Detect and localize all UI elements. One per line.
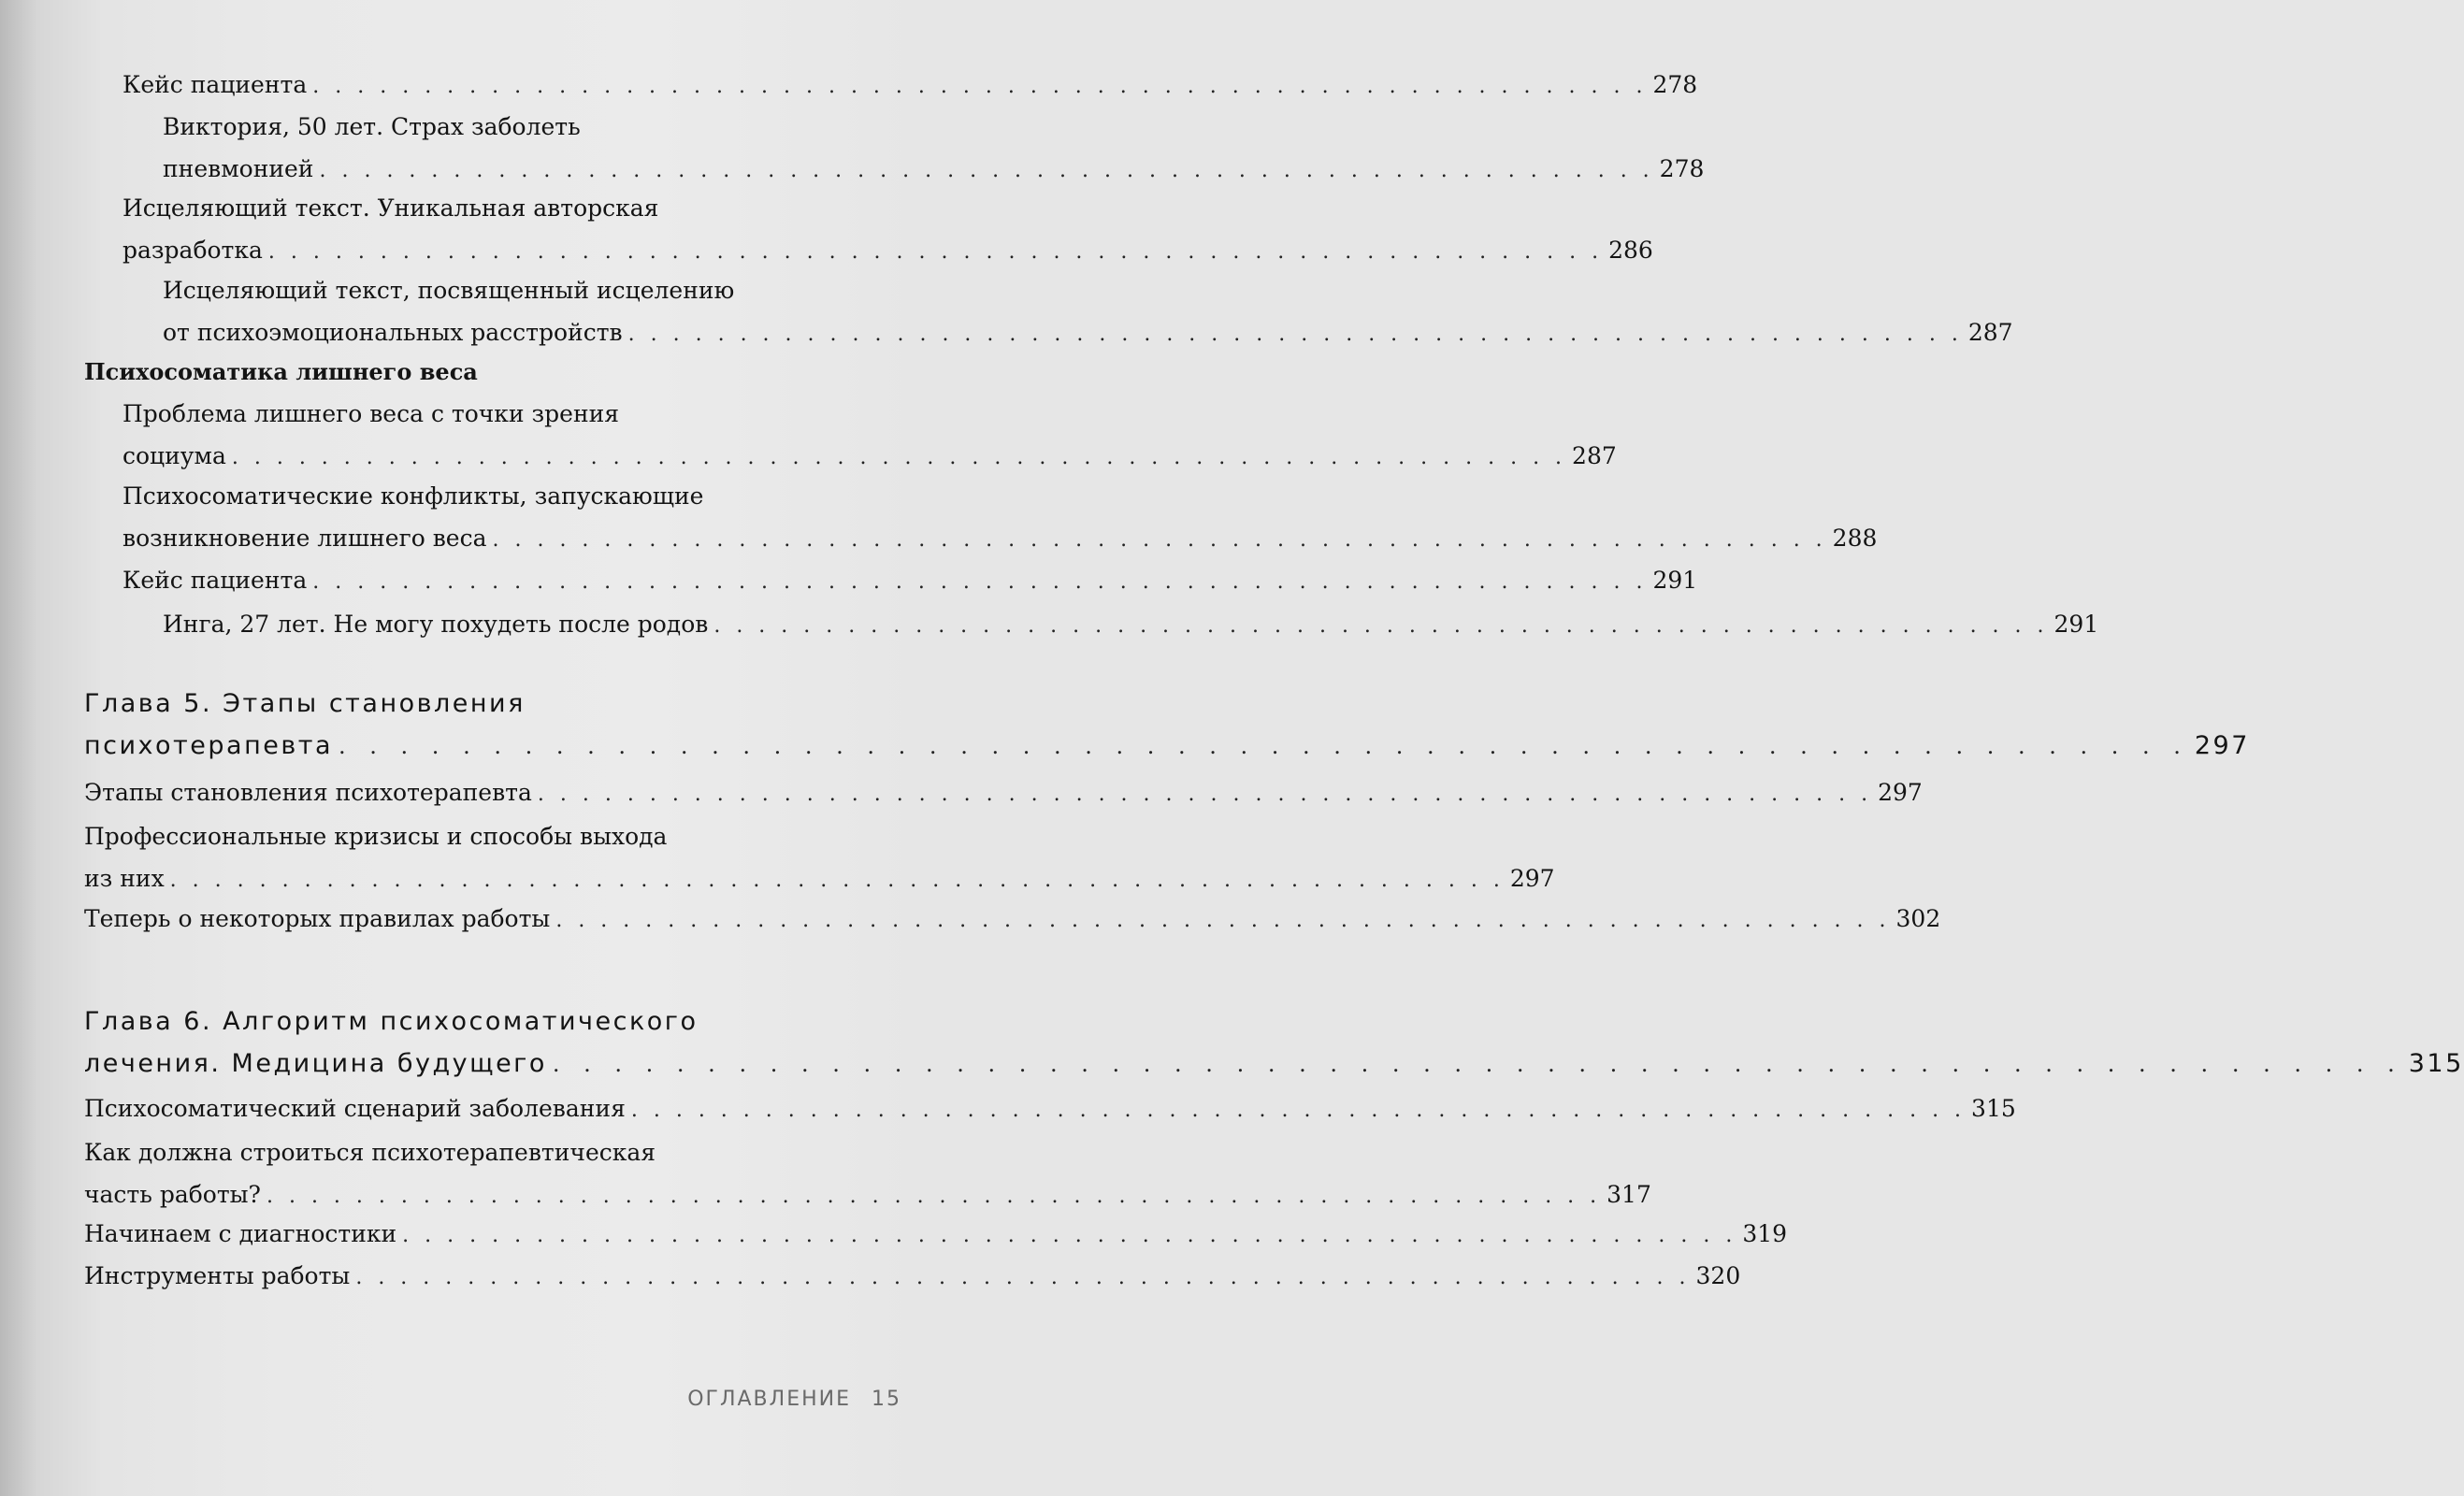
toc-chapter bbox=[84, 1000, 2464, 1085]
toc-entry bbox=[163, 603, 2099, 645]
toc-entry-title: часть работы? bbox=[84, 1181, 261, 1208]
toc-page-number: 291 bbox=[2053, 611, 2099, 638]
dot-leader: . . . . . . . . . . . . . . . . . . . . . . . . . . . . . . . . . . . . . . . . . . . . . . . . . . . . . . . . . . . . bbox=[627, 323, 1963, 346]
toc-page-number: 315 bbox=[2408, 1049, 2464, 1078]
toc-entry-line bbox=[84, 725, 2250, 767]
dot-leader: . . . . . . . . . . . . . . . . . . . . . . . . . . . . . . . . . . . . . . . . . . . . . . . . . . . . . . . . . . . . bbox=[339, 733, 2189, 759]
toc-entry-line bbox=[84, 771, 1923, 813]
toc-entry bbox=[84, 351, 827, 393]
toc-entry-title: Начинаем с диагностики bbox=[84, 1220, 397, 1247]
toc-entry-title: Как должна строиться психотерапевтическая bbox=[84, 1139, 656, 1166]
toc-page-number: 320 bbox=[1695, 1262, 1741, 1289]
toc-entry-title: разработка bbox=[122, 237, 263, 264]
page-footer bbox=[687, 1388, 901, 1411]
toc-entry bbox=[122, 187, 1653, 271]
dot-leader: . . . . . . . . . . . . . . . . . . . . . . . . . . . . . . . . . . . . . . . . . . . . . . . . . . . . . . . . . . . . bbox=[355, 1266, 1691, 1289]
toc-page-number: 287 bbox=[1967, 319, 2013, 346]
toc-entry-line bbox=[84, 683, 827, 725]
toc-entry-title: Психосоматика лишнего веса bbox=[84, 358, 478, 385]
toc-entry bbox=[84, 1087, 2016, 1129]
toc-entry-title: Кейс пациента bbox=[122, 71, 308, 98]
toc-page-number: 288 bbox=[1832, 525, 1878, 552]
toc-entry bbox=[84, 815, 1555, 899]
toc-entry-line bbox=[163, 311, 2013, 353]
toc-entry bbox=[84, 1131, 1651, 1216]
toc-entry bbox=[84, 898, 1941, 940]
toc-entry-title: Исцеляющий текст, посвященный исцелению bbox=[163, 277, 735, 304]
dot-leader: . . . . . . . . . . . . . . . . . . . . . . . . . . . . . . . . . . . . . . . . . . . . . . . . . . . . . . . . . . . . bbox=[552, 1051, 2403, 1077]
dot-leader: . . . . . . . . . . . . . . . . . . . . . . . . . . . . . . . . . . . . . . . . . . . . . . . . . . . . . . . . . . . . bbox=[555, 909, 1891, 932]
toc-entry-title: Этапы становления психотерапевта bbox=[84, 779, 532, 806]
toc-entry-line bbox=[163, 148, 1705, 190]
toc-entry-title: Профессиональные кризисы и способы выхода bbox=[84, 823, 668, 850]
toc-page-number: 297 bbox=[2194, 731, 2250, 760]
toc-entry bbox=[122, 64, 1698, 106]
toc-page-number: 278 bbox=[1652, 71, 1698, 98]
toc-page-number: 315 bbox=[1971, 1095, 2016, 1122]
toc-entry-title: Кейс пациента bbox=[122, 567, 308, 594]
toc-entry-title: Проблема лишнего веса с точки зрения bbox=[122, 400, 620, 427]
toc-chapter bbox=[84, 683, 2250, 767]
toc-entry-line bbox=[163, 106, 827, 148]
dot-leader: . . . . . . . . . . . . . . . . . . . . . . . . . . . . . . . . . . . . . . . . . . . . . . . . . . . . . . . . . . . . bbox=[492, 528, 1827, 552]
toc-entry-line bbox=[84, 857, 1555, 899]
toc-entry-line bbox=[84, 1000, 827, 1043]
toc-entry-title: социума bbox=[122, 442, 226, 469]
toc-entry-line bbox=[122, 187, 827, 229]
toc-entry-title: Виктория, 50 лет. Страх заболеть bbox=[163, 113, 581, 140]
toc-entry-line bbox=[84, 351, 827, 393]
toc-entry bbox=[84, 771, 1923, 813]
dot-leader: . . . . . . . . . . . . . . . . . . . . . . . . . . . . . . . . . . . . . . . . . . . . . . . . . . . . . . . . . . . . bbox=[537, 783, 1873, 806]
dot-leader: . . . . . . . . . . . . . . . . . . . . . . . . . . . . . . . . . . . . . . . . . . . . . . . . . . . . . . . . . . . . bbox=[266, 1185, 1602, 1208]
toc-entry-title: лечения. Медицина будущего bbox=[84, 1049, 547, 1078]
dot-leader: . . . . . . . . . . . . . . . . . . . . . . . . . . . . . . . . . . . . . . . . . . . . . . . . . . . . . . . . . . . . bbox=[312, 570, 1648, 594]
toc-entry bbox=[122, 393, 1617, 477]
toc-page-number: 297 bbox=[1878, 779, 1923, 806]
toc-entry bbox=[122, 559, 1698, 601]
dot-leader: . . . . . . . . . . . . . . . . . . . . . . . . . . . . . . . . . . . . . . . . . . . . . . . . . . . . . . . . . . . . bbox=[231, 446, 1567, 469]
dot-leader: . . . . . . . . . . . . . . . . . . . . . . . . . . . . . . . . . . . . . . . . . . . . . . . . . . . . . . . . . . . . bbox=[713, 614, 2049, 638]
toc-entry-line bbox=[84, 1255, 1741, 1297]
toc-entry-title: пневмонией bbox=[163, 155, 314, 182]
toc-entry-line bbox=[84, 898, 1941, 940]
toc-entry-title: Инга, 27 лет. Не могу похудеть после родов bbox=[163, 611, 709, 638]
toc-page-number: 278 bbox=[1659, 155, 1705, 182]
toc-entry-line bbox=[84, 1131, 827, 1173]
toc-entry-line bbox=[84, 815, 827, 857]
toc-entry-line bbox=[122, 393, 827, 435]
dot-leader: . . . . . . . . . . . . . . . . . . . . . . . . . . . . . . . . . . . . . . . . . . . . . . . . . . . . . . . . . . . . bbox=[319, 159, 1654, 182]
dot-leader: . . . . . . . . . . . . . . . . . . . . . . . . . . . . . . . . . . . . . . . . . . . . . . . . . . . . . . . . . . . . bbox=[169, 869, 1505, 892]
toc-entry-title: Психосоматический сценарий заболевания bbox=[84, 1095, 626, 1122]
toc-entry-title: Инструменты работы bbox=[84, 1262, 351, 1289]
toc-entry-line bbox=[122, 559, 1698, 601]
dot-leader: . . . . . . . . . . . . . . . . . . . . . . . . . . . . . . . . . . . . . . . . . . . . . . . . . . . . . . . . . . . . bbox=[402, 1224, 1737, 1247]
toc-page-number: 297 bbox=[1509, 865, 1555, 892]
toc-page-number: 291 bbox=[1652, 567, 1698, 594]
toc-page-number: 287 bbox=[1572, 442, 1617, 469]
toc-entry-title: из них bbox=[84, 865, 165, 892]
toc-page-number: 319 bbox=[1742, 1220, 1788, 1247]
toc-entry-line bbox=[122, 475, 827, 517]
toc-entry-line bbox=[84, 1087, 2016, 1129]
toc-entry-title: Исцеляющий текст. Уникальная авторская bbox=[122, 194, 659, 222]
toc-entry bbox=[163, 269, 2013, 353]
toc-entry-title: от психоэмоциональных расстройств bbox=[163, 319, 623, 346]
dot-leader: . . . . . . . . . . . . . . . . . . . . . . . . . . . . . . . . . . . . . . . . . . . . . . . . . . . . . . . . . . . . bbox=[630, 1099, 1967, 1122]
toc-entry-title: Глава 6. Алгоритм психосоматического bbox=[84, 1007, 699, 1036]
toc-entry-line bbox=[163, 603, 2099, 645]
toc-entry-line bbox=[84, 1043, 2464, 1085]
toc-page-number: 286 bbox=[1608, 237, 1653, 264]
toc-page-number: 317 bbox=[1607, 1181, 1651, 1208]
toc-entry bbox=[84, 1255, 1741, 1297]
dot-leader: . . . . . . . . . . . . . . . . . . . . . . . . . . . . . . . . . . . . . . . . . . . . . . . . . . . . . . . . . . . . bbox=[267, 240, 1604, 264]
toc-entry-title: Глава 5. Этапы становления bbox=[84, 689, 526, 718]
toc-entry-title: Теперь о некоторых правилах работы bbox=[84, 905, 551, 932]
toc-entry-line bbox=[122, 229, 1653, 271]
running-header-section: ОГЛАВЛЕНИЕ bbox=[687, 1388, 851, 1411]
toc-entry-line bbox=[122, 64, 1698, 106]
toc-page-number: 302 bbox=[1895, 905, 1941, 932]
page-number: 15 bbox=[872, 1388, 901, 1411]
toc-entry-title: психотерапевта bbox=[84, 731, 334, 760]
dot-leader: . . . . . . . . . . . . . . . . . . . . . . . . . . . . . . . . . . . . . . . . . . . . . . . . . . . . . . . . . . . . bbox=[312, 75, 1648, 98]
toc-entry-line bbox=[84, 1213, 1788, 1255]
toc-entry bbox=[84, 1213, 1788, 1255]
toc-entry-line bbox=[122, 435, 1617, 477]
toc-entry-line bbox=[122, 517, 1878, 559]
toc-entry-title: Психосоматические конфликты, запускающие bbox=[122, 482, 704, 510]
toc-entry-line bbox=[163, 269, 827, 311]
toc-entry bbox=[163, 106, 1705, 190]
toc-entry-line bbox=[84, 1173, 1651, 1216]
toc-entry-title: возникновение лишнего веса bbox=[122, 525, 487, 552]
toc-entry bbox=[122, 475, 1878, 559]
